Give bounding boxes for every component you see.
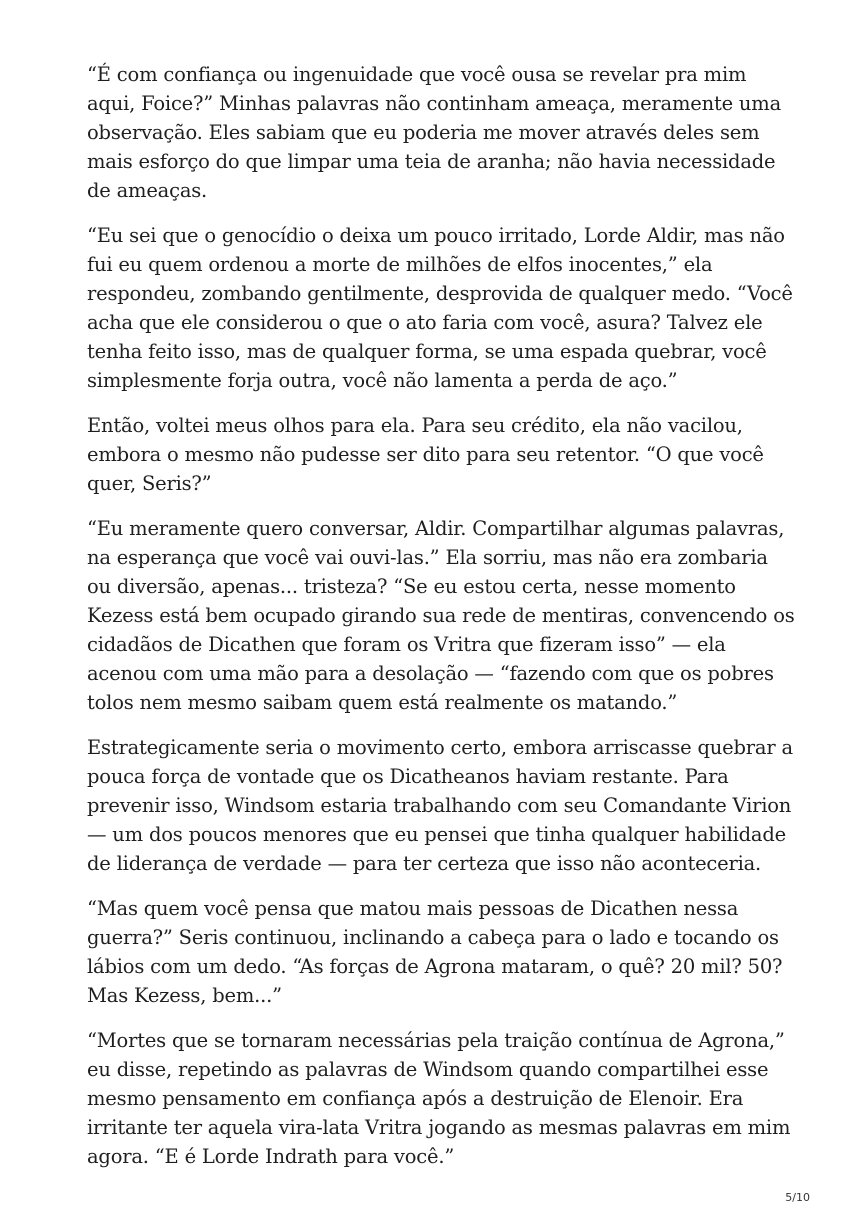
paragraph-4: “Eu meramente quero conversar, Aldir. Compartilhar algumas palavras, na esperança que você vai ouvi-las.” Ela sorriu, mas não era zombaria ou diversão, apenas... tristeza? “Se eu estou certa, nesse momento Kezess está bem ocupado girando sua rede de mentiras, convencendo os cidadãos de Dicathen que foram os Vritra que fizeram isso” — ela acenou com uma mão para a desolação — “fazendo com que os pobres tolos nem mesmo saibam quem está realmente os matando.”: [87, 517, 795, 714]
paragraph-1: “É com confiança ou ingenuidade que você ousa se revelar pra mim aqui, Foice?” Minhas palavras não continham ameaça, meramente uma observação. Eles sabiam que eu poderia me mover através deles sem mais esforço do que limpar uma teia de aranha; não havia necessidade de ameaças.: [87, 63, 782, 202]
paragraph-3: Então, voltei meus olhos para ela. Para seu crédito, ela não vacilou, embora o mesmo não pudesse ser dito para seu retentor. “O que você quer, Seris?”: [87, 414, 764, 495]
paragraph-6: “Mas quem você pensa que matou mais pessoas de Dicathen nessa guerra?” Seris continuou, inclinando a cabeça para o lado e tocando os lábios com um dedo. “As forças de Agrona mataram, o quê? 20 mil? 50? Mas Kezess, bem...”: [87, 897, 783, 1007]
paragraph-2: “Eu sei que o genocídio o deixa um pouco irritado, Lorde Aldir, mas não fui eu quem ordenou a morte de milhões de elfos inocentes,” ela respondeu, zombando gentilmente, desprovida de qualquer medo. “Você acha que ele considerou o que o ato faria com você, asura? Talvez ele tenha feito isso, mas de qualquer forma, se uma espada quebrar, você simplesmente forja outra, você não lamenta a perda de aço.”: [87, 224, 793, 392]
paragraph-5: Estrategicamente seria o movimento certo, embora arriscasse quebrar a pouca força de vontade que os Dicatheanos haviam restante. Para prevenir isso, Windsom estaria trabalhando com seu Comandante Virion — um dos poucos menores que eu pensei que tinha qualquer habilidade de liderança de verdade — para ter certeza que isso não aconteceria.: [87, 736, 793, 875]
document-body: [87, 60, 797, 1187]
paragraph-7: “Mortes que se tornaram necessárias pela traição contínua de Agrona,” eu disse, repetindo as palavras de Windsom quando compartilhei esse mesmo pensamento em confiança após a destruição de Elenoir. Era irritante ter aquela vira-lata Vritra jogando as mesmas palavras em mim agora. “E é Lorde Indrath para você.”: [87, 1029, 791, 1168]
page-number: 5/10: [785, 1191, 810, 1204]
